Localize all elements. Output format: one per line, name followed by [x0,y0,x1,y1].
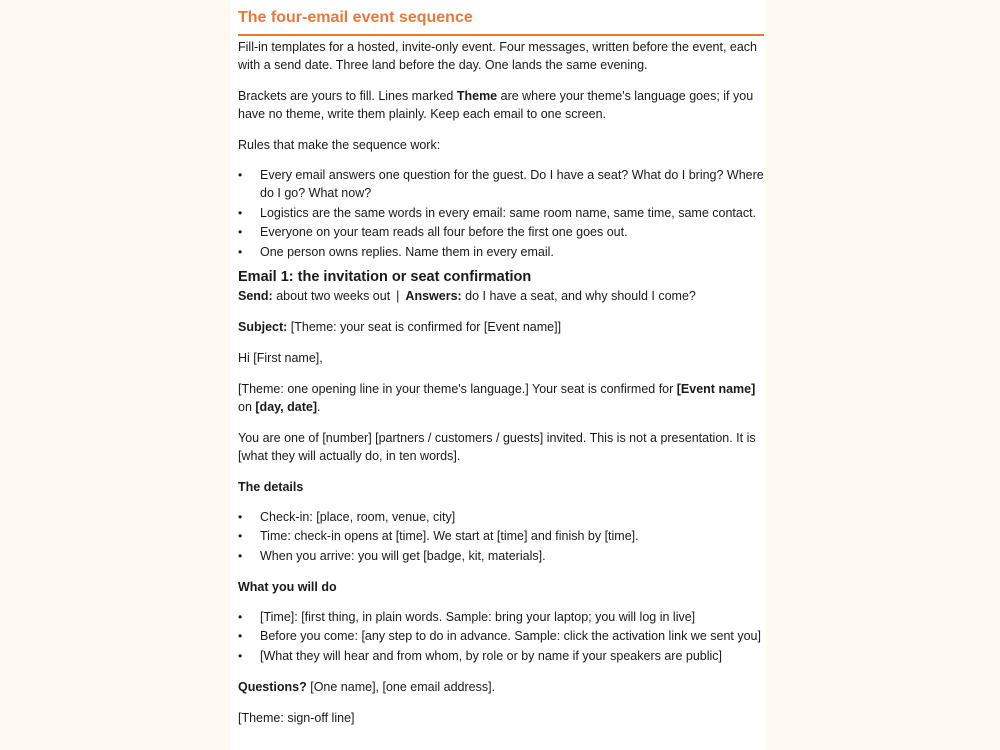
bullet-icon: • [238,629,243,643]
rule-text: Everyone on your team reads all four before the first one goes out. [260,225,628,239]
bullet-icon: • [238,609,243,624]
do-list [238,608,766,665]
answers-value: do I have a seat, and why should I come? [461,288,696,303]
list-item [238,647,766,665]
document-title: The four-email event sequence [238,0,764,36]
bullet-icon: • [238,548,243,563]
email1-send-line [238,287,766,305]
bullet-icon: • [238,205,243,220]
subject-value: [Theme: your seat is confirmed for [Event name]] [287,319,562,334]
details-list [238,508,766,565]
rule-text: Logistics are the same words in every email: same room name, same time, same contact. [260,205,757,220]
separator: | [396,288,400,303]
send-value: about two weeks out [272,288,391,303]
details-heading-text: The details [238,479,304,494]
opening-part2: on [238,399,256,414]
email1-opening [238,380,766,416]
opening-part1: [Theme: one opening line in your theme's language.] Your seat is confirmed for [238,381,677,396]
questions-line [238,678,766,696]
opening-day-date: [day, date] [255,399,317,414]
details-heading [238,478,766,496]
detail-text: When you arrive: you will get [badge, kit, materials]. [260,548,546,563]
opening-event-name: [Event name] [676,381,756,396]
bullet-icon: • [238,648,243,663]
list-item [238,204,766,222]
email1-heading: Email 1: the invitation or seat confirmation [238,268,532,285]
answers-label: Answers: [405,288,462,303]
list-item [238,547,766,565]
do-text: [What they will hear and from whom, by role or by name if your speakers are public] [260,648,723,663]
list-item [238,243,766,261]
brackets-text-after: are where your theme's language goes; if you have no theme, write them plainly. Keep each email to one screen. [238,89,754,121]
rules-list [238,166,766,261]
intro-paragraph: Fill-in templates for a hosted, invite-only event. Four messages, written before the event, each with a send date. Three land before the day. One lands the same evening. [238,40,758,72]
list-item [238,223,766,241]
detail-text: Check-in: [place, room, venue, city] [260,509,456,524]
email1-invited: You are one of [number] [partners / customers / guests] invited. This is not a presentation. It is [what they will actually do, in ten words]. [238,430,756,463]
subject-label: Subject: [238,319,288,334]
bullet-icon: • [238,225,243,239]
document-page [230,0,766,750]
do-text: [Time]: [first thing, in plain words. Sample: bring your laptop; you will log in live] [260,609,696,624]
list-item [238,627,766,645]
email1-subject-line [238,318,766,336]
list-item [238,608,766,626]
brackets-paragraph [238,87,766,123]
send-label: Send: [238,288,273,303]
rule-text: Every email answers one question for the guest. Do I have a seat? What do I bring? Where do I go? What now? [260,168,764,200]
do-text: Before you come: [any step to do in advance. Sample: click the activation link we sent you] [260,629,761,643]
brackets-text-before: Brackets are yours to fill. Lines marked [238,89,457,103]
email1-greeting: Hi [First name], [238,350,323,365]
do-heading [238,578,766,596]
do-heading-text: What you will do [238,579,337,594]
opening-part3: . [316,399,321,414]
bullet-icon: • [238,244,243,259]
bullet-icon: • [238,168,243,182]
list-item [238,527,766,545]
bullet-icon: • [238,529,243,543]
document-content [238,0,766,727]
list-item [238,166,766,202]
questions-label: Questions? [238,679,307,694]
rule-text: One person owns replies. Name them in every email. [260,244,554,259]
list-item [238,508,766,526]
bullet-icon: • [238,509,243,524]
brackets-theme-bold: Theme [456,89,498,103]
questions-value: [One name], [one email address]. [306,679,496,694]
detail-text: Time: check-in opens at [time]. We start at [time] and finish by [time]. [260,529,639,543]
rules-intro: Rules that make the sequence work: [238,138,441,152]
signoff-line: [Theme: sign-off line] [238,710,355,725]
